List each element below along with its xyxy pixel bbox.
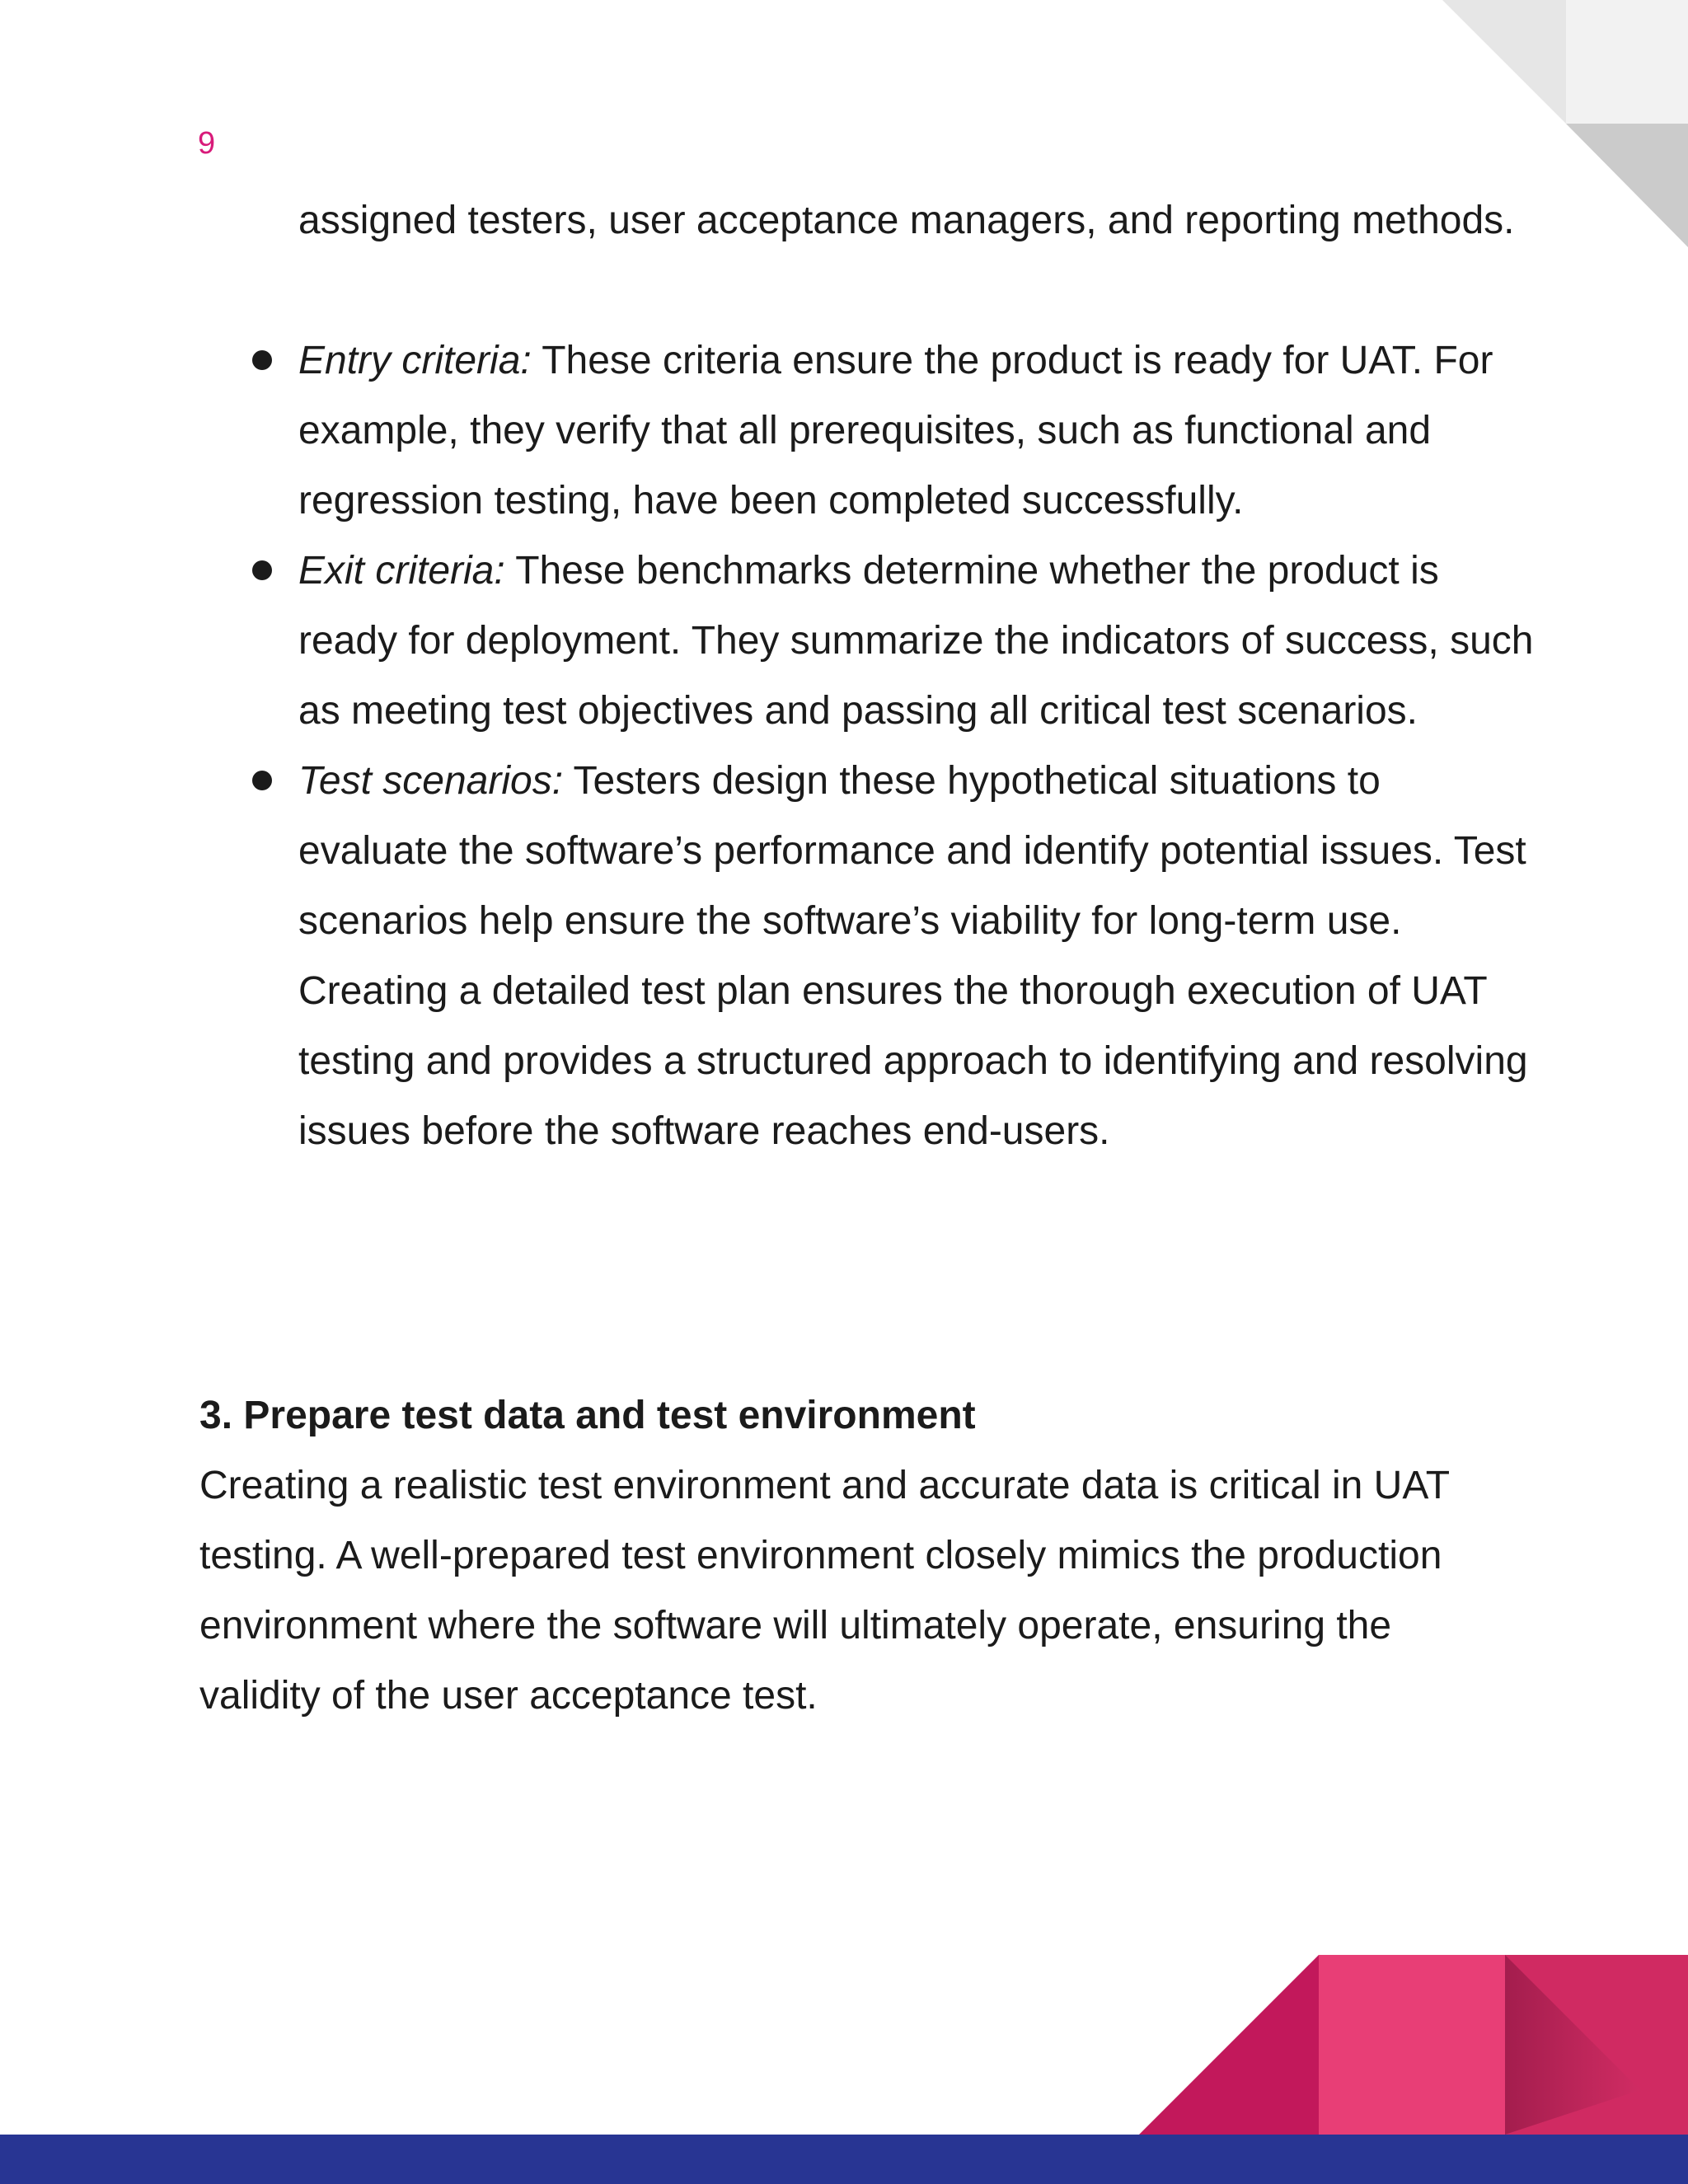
bullet-text: These benchmarks determine whether the product is ready for deployment. They summarize the indicators of success, such as meeting test objectives and passing all critical test scenarios. xyxy=(298,549,1534,733)
accent-triangle-crimson xyxy=(1139,1955,1319,2135)
list-item-entry-criteria xyxy=(298,326,1535,536)
section-heading: 3. Prepare test data and test environment xyxy=(199,1394,976,1437)
list-item-test-scenarios xyxy=(298,746,1535,1166)
bullet-icon xyxy=(252,560,272,580)
bullet-term: Exit criteria: xyxy=(298,549,505,593)
bullet-term: Test scenarios: xyxy=(298,759,564,803)
criteria-list xyxy=(298,326,1535,1166)
footer-band xyxy=(0,2135,1688,2184)
corner-square-light xyxy=(1566,0,1688,124)
page-number: 9 xyxy=(198,126,216,161)
bullet-text: Testers design these hypothetical situations to evaluate the software’s performance and identify potential issues. Test scenarios help ensure the software’s viability for long-term use. Creating a detailed test plan ensures the thorough execution of UAT testing and provides a structured approach to identifying and resolving issues before the software reaches end-users. xyxy=(298,759,1528,1153)
corner-fold-dark xyxy=(1566,124,1688,247)
accent-block-pink xyxy=(1319,1955,1505,2135)
continuation-paragraph: assigned testers, user acceptance managers, and reporting methods. xyxy=(298,199,1515,242)
section-body: Creating a realistic test environment and accurate data is critical in UAT testing. A well-prepared test environment closely mimics the production environment where the software will ultimately operate, ensuring the validity of the user acceptance test. xyxy=(199,1464,1450,1718)
bullet-icon xyxy=(252,771,272,790)
bottom-decoration xyxy=(0,1945,1688,2184)
list-item-exit-criteria xyxy=(298,536,1535,746)
bullet-text: These criteria ensure the product is ready for UAT. For example, they verify that all prerequisites, such as functional and regression testing, have been completed successfully. xyxy=(298,339,1493,523)
bullet-term: Entry criteria: xyxy=(298,339,532,382)
bullet-icon xyxy=(252,350,272,370)
